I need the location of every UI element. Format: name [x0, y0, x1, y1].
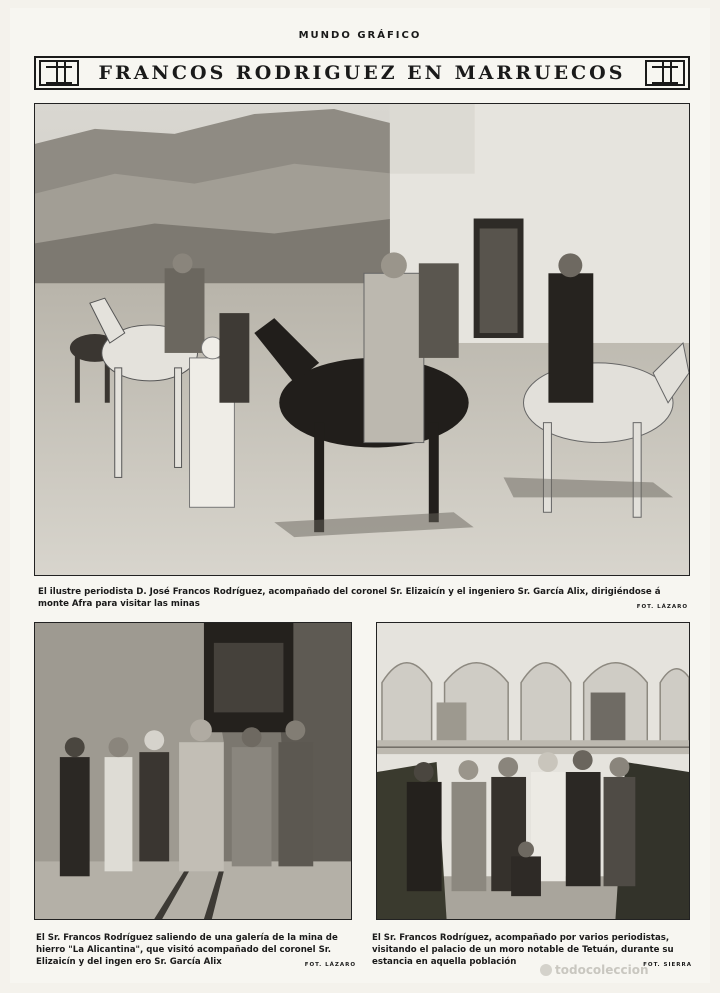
main-photo-credit: FOT. LÁZARO [636, 604, 688, 610]
masthead: MUNDO GRÁFICO [298, 30, 422, 41]
mine-photo-credit: FOT. LÁZARO [304, 962, 356, 968]
palace-photo-credit: FOT. SIERRA [643, 962, 692, 968]
mine-caption-text: El Sr. Francos Rodríguez saliendo de una galería de la mina de hierro "La Alicantina", que visitó acompañado del coronel Sr. Elizaicín y del ingen ero Sr. García Alix [36, 933, 338, 967]
palace-courtyard-photograph [376, 622, 690, 920]
greek-key-ornament-icon [645, 60, 685, 86]
main-caption-text: El ilustre periodista D. José Francos Rodríguez, acompañado del coronel Sr. Elizaicín y el ingeniero Sr. García Alix, dirigiéndose á monte Afra para visitar las minas [38, 587, 661, 609]
greek-key-ornament-icon [39, 60, 79, 86]
title-bar [34, 56, 690, 90]
watermark-text: todocoleccion [555, 963, 649, 977]
watermark-logo-icon [540, 964, 552, 976]
main-photograph [34, 103, 690, 576]
palace-caption-text: El Sr. Francos Rodríguez, acompañado por varios periodistas, visitando el palacio de un moro notable de Tetuán, durante su estancia en aquella población [372, 933, 674, 967]
mine-gallery-photograph [34, 622, 352, 920]
page-title: FRANCOS RODRIGUEZ EN MARRUECOS [98, 62, 626, 84]
watermark [540, 963, 649, 977]
main-photo-caption [38, 586, 688, 613]
mine-photo-caption [36, 932, 356, 971]
